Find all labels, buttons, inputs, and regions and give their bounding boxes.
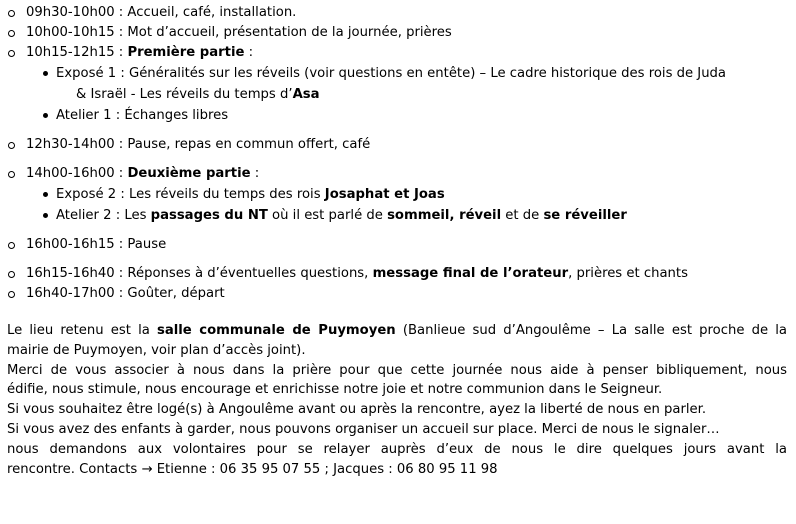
venue-name: salle communale de Puymoyen bbox=[156, 323, 396, 338]
schedule-text: 16h00-16h15 : Pause bbox=[26, 237, 167, 252]
hollow-bullet-icon bbox=[8, 271, 15, 278]
king-name: Asa bbox=[292, 87, 320, 102]
hollow-bullet-icon bbox=[8, 50, 15, 57]
sub-text: Exposé 1 : Généralités sur les réveils (voir questions en entête) – Le cadre historique des rois de Juda bbox=[56, 66, 727, 81]
schedule-text: 12h30-14h00 : Pause, repas en commun offert, café bbox=[26, 137, 371, 152]
schedule-list bbox=[7, 3, 787, 304]
hollow-bullet-icon bbox=[8, 242, 15, 249]
hollow-bullet-icon bbox=[8, 291, 15, 298]
session-sublist bbox=[26, 184, 787, 226]
schedule-text: 09h30-10h00 : Accueil, café, installation. bbox=[26, 5, 297, 20]
filled-bullet-icon bbox=[43, 192, 48, 197]
info-line: Merci de vous associer à nous dans la prière pour que cette journée nous aide à penser bibliquement, nous bbox=[7, 362, 787, 378]
info-line: mairie de Puymoyen, voir plan d’accès joint). bbox=[7, 342, 306, 358]
sub-item bbox=[42, 63, 787, 105]
schedule-item bbox=[7, 3, 787, 23]
filled-bullet-icon bbox=[43, 213, 48, 218]
filled-bullet-icon bbox=[43, 113, 48, 118]
filled-bullet-icon bbox=[43, 71, 48, 76]
info-line: édifie, nous stimule, nous encourage et enrichisse notre joie et notre communion dans le Seigneur. bbox=[7, 382, 663, 398]
session-title: Deuxième partie bbox=[127, 166, 251, 181]
king-names: Josaphat et Joas bbox=[324, 187, 445, 202]
schedule-item bbox=[7, 164, 787, 226]
info-line: Si vous souhaitez être logé(s) à Angoulême avant ou après la rencontre, ayez la liberté de nous en parler. bbox=[7, 402, 707, 418]
sub-item: Exposé 2 : Les réveils du temps des rois Josaphat et Joas bbox=[42, 184, 787, 205]
session-sublist bbox=[26, 63, 787, 126]
schedule-colon: : bbox=[244, 45, 254, 60]
schedule-time: 14h00-16h00 : bbox=[26, 166, 128, 181]
sub-item bbox=[42, 105, 787, 126]
info-line: nous demandons aux volontaires pour se relayer auprès d’eux de nous le dire quelques jours avant la bbox=[7, 441, 787, 457]
schedule-item bbox=[7, 23, 787, 43]
schedule-text: 10h00-10h15 : Mot d’accueil, présentation de la journée, prières bbox=[26, 25, 452, 40]
info-line: Le lieu retenu est la salle communale de Puymoyen (Banlieue sud d’Angoulême – La salle est proche de la bbox=[7, 323, 787, 338]
hollow-bullet-icon bbox=[8, 142, 15, 149]
schedule-item bbox=[7, 43, 787, 126]
hollow-bullet-icon bbox=[8, 10, 15, 17]
schedule-item bbox=[7, 235, 787, 255]
sub-text: Atelier 1 : Échanges libres bbox=[56, 108, 229, 123]
sub-item: Atelier 2 : Les passages du NT où il est parlé de sommeil, réveil et de se réveiller bbox=[42, 205, 787, 226]
schedule-item bbox=[7, 284, 787, 304]
info-paragraph bbox=[7, 321, 787, 479]
hollow-bullet-icon bbox=[8, 30, 15, 37]
schedule-colon: : bbox=[250, 166, 260, 181]
hollow-bullet-icon bbox=[8, 171, 15, 178]
info-line: Si vous avez des enfants à garder, nous pouvons organiser un accueil sur place. Merci de nous le signaler… bbox=[7, 421, 720, 437]
schedule-text: 16h40-17h00 : Goûter, départ bbox=[26, 286, 225, 301]
final-message: message final de l’orateur bbox=[372, 266, 569, 281]
schedule-item: 16h15-16h40 : Réponses à d’éventuelles questions, message final de l’orateur, prières et chants bbox=[7, 264, 787, 284]
contact-line: rencontre. Contacts → Etienne : 06 35 95 07 55 ; Jacques : 06 80 95 11 98 bbox=[7, 461, 498, 477]
schedule-item bbox=[7, 135, 787, 155]
schedule-time: 10h15-12h15 : bbox=[26, 45, 128, 60]
session-title: Première partie bbox=[127, 45, 245, 60]
sub-text-continued: & Israël - Les réveils du temps d’Asa bbox=[76, 87, 320, 102]
document-page bbox=[7, 3, 787, 479]
